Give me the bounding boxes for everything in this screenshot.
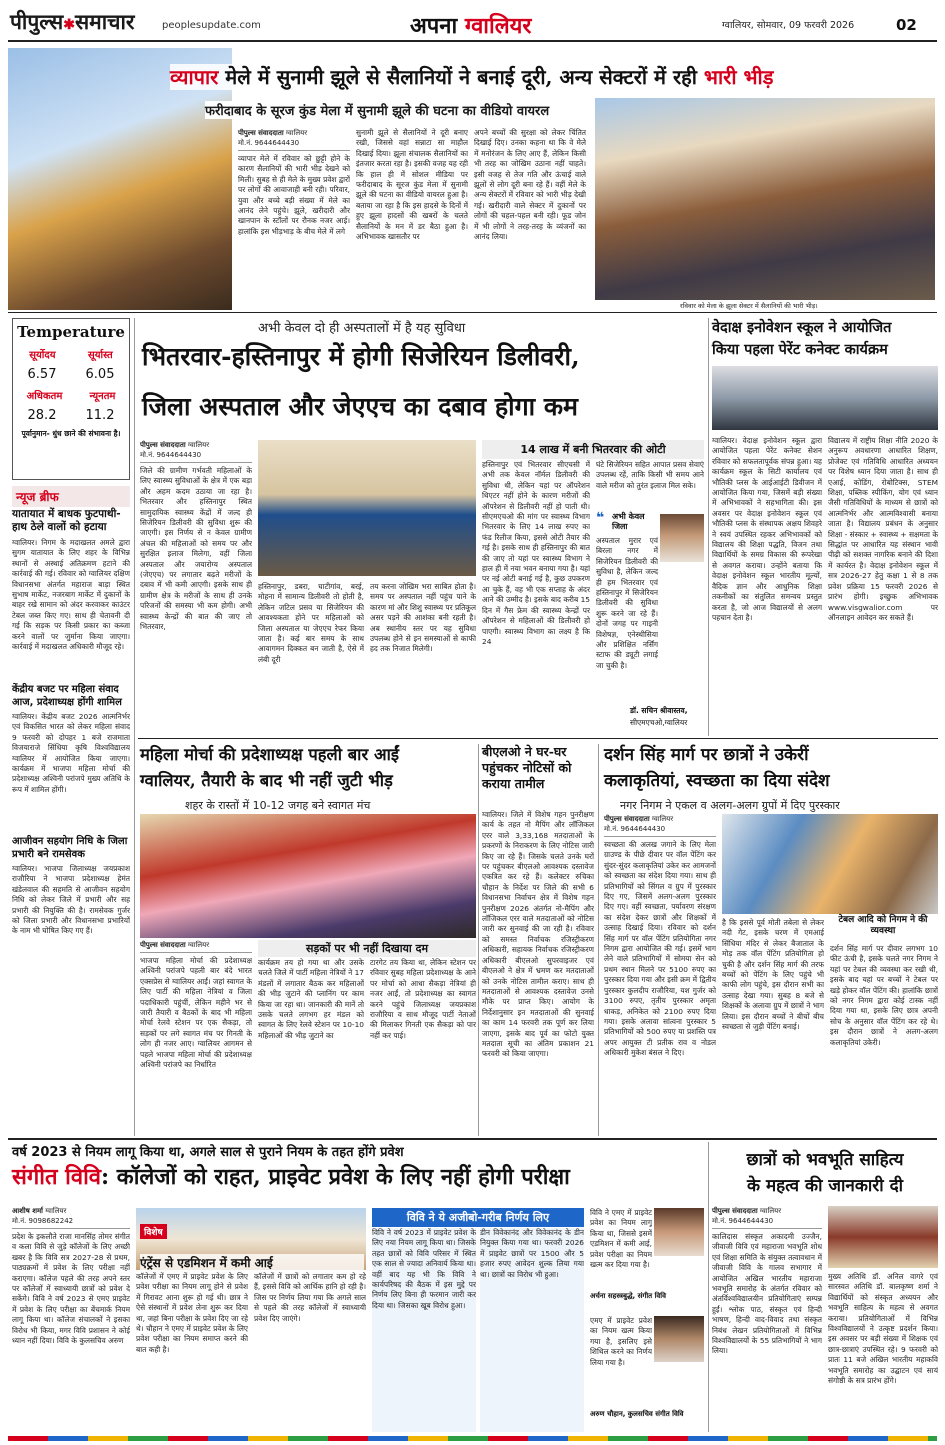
hospital-headline-1: भितरवार-हस्तिनापुर में होगी सिजेरियन डिलीवरी,	[142, 342, 580, 371]
mahila-subhead: शहर के रास्तों में 10-12 जगह बने स्वागत मंच	[185, 799, 371, 812]
hospital-photo	[258, 440, 476, 576]
masthead	[0, 0, 945, 44]
mahila-headline-2: ग्वालियर, तैयारी के बाद भी नहीं जुटी भीड़	[140, 771, 393, 790]
sangeet-promo-title: एंट्रेंस से एडमिशन में कमी आई	[140, 1254, 364, 1271]
darshan-byline: पीपुल्स संवाददाता ग्वालियर मो.नं. 9644644430	[604, 814, 716, 837]
sangeet-promo-tag: विशेष	[140, 1224, 167, 1239]
blo-body: ग्वालियर। जिले में विशेष गहन पुनरीक्षण कार्य के तहत नो मैपिंग और लॉजिकल एरर वाले 3,33,168 मतदाताओं के प्रकरणों के निराकरण के लिए नोटिस जारी किए जा रहे हैं। जिसके चलते उनके घरों पर पहुंचकर बीएलओ आवश्यक दस्तावेज एकत्रित कर रहे हैं। कलेक्टर रुचिका चौहान के निर्देश पर जिले की सभी 6 विधानसभा निर्वाचन क्षेत्र में विशेष गहन पुनरीक्षण 2026 अंतर्गत नो-मैपिंग और लॉजिकल एरर वाले मतदाताओं को नोटिस जारी कर सुनवाई की जा रही है। रविवार को समस्त निर्वाचक रजिस्ट्रीकरण अधिकारी, सहायक निर्वाचक रजिस्ट्रीकरण अधिकारी बीएलओ सुपरवाइजर एवं बीएलओ ने क्षेत्र में भ्रमण कर मतदाताओं को उनके नोटिस तामील कराए। साथ ही मतदाताओं से आवश्यक दस्तावेज उनसे मौके पर प्राप्त किए। आयोग के निर्देशानुसार इन मतदाताओं की सुनवाई का काम 14 फरवरी तक पूर्ण कर लिया जाएगा, इसके बाद पूर्व का फोटो युक्त मतदाता सूची का अंतिम प्रकाशन 21 फरवरी को किया जाएगा।	[482, 810, 594, 1059]
darshan-col2: है कि इससे पूर्व मोती तबेला से लेकर नदी गेट, इसके चरण में एमआई सिंधिया मंदिर से लेकर बैजाताल के मोड़ तक वॉल पेंटिंग प्रतियोगिता हो चुकी है और दर्शन सिंह मार्ग की तरफ बच्चों को पेंटिंग के लिए पहुंचे भी काफी लोग पहुंचे, इस दौरान सभी का उत्साह देखा गया। सुबह 8 बजे से शिक्षकों के अलावा ग्रुप में छात्रों ने भाग लिया। इस दौरान बच्चों ने बीचों बीच स्वच्छता से जुड़ी पेंटिंग बनाई।	[722, 918, 824, 1032]
school-photo	[712, 366, 938, 430]
mahila-photo	[140, 814, 476, 938]
brief-divider	[134, 318, 135, 1136]
ot-box-title: 14 लाख में बनी भितरवार की ओटी	[482, 440, 704, 459]
bhavbhuti-col2: मुख्य अतिथि डॉ. अनिल वागरे एवं सारस्वत अतिथि डॉ. बालकृष्ण शर्मा ने विद्यार्थियों को संस्कृत अध्ययन और भवभूति साहित्य के महत्व से अवगत कराया। प्रतियोगिताओं में विभिन्न विश्वविद्यालयों ने उत्कृष्ट प्रदर्शन किया। इस अवसर पर बड़ी संख्या में शिक्षक एवं छात्र-छात्राएं उपस्थित रहे। 9 फरवरी को प्रातः 11 बजे अखिल भारतीय महाकवि भवभूति समारोह का उद्घाटन एवं सायं संगोष्ठी के सत्र प्रारंभ होंगे।	[828, 1272, 938, 1386]
bhavbhuti-photo	[828, 1206, 938, 1268]
cmho-quote-kicker: अभी केवल जिला	[612, 512, 645, 531]
ot-box-col1: हस्तिनापुर एवं भितरवार सीएचसी में अभी तक केवल नॉर्मल डिलीवरी की सुविधा थी, लेकिन यहां पर ऑपरेशन थिएटर नहीं होने के कारण मरीजों की ऑपरेशन से डिलीवरी नहीं हो पाती थी। सीएमएचओ की मांग पर स्वास्थ्य विभाग भितरवार के लिए 14 लाख रुपए का फंड रिलीज किया, इससे ओटी तैयार की गई है। इसके साथ ही हस्तिनापुर की बात की जाए तो यहां पर स्वास्थ्य विभाग ने हाल ही में नया भवन बनाया गया है। यहां पर नई ओटी बनाई गई है, कुछ उपकरण आ चुके हैं, वह भी एक सप्ताह के अंदर आने की उम्मीद है। इसके बाद करीब 15 दिन में गैस फ्रेम की स्वास्थ्य केन्द्रों पर ऑपरेशन से महिलाओं की डिलीवरी हो पाएगी। स्वास्थ्य विभाग का लक्ष्य है कि 24	[482, 460, 590, 646]
weather-note: पूर्वानुमान- धुंध छाने की संभावना है।	[21, 429, 121, 438]
sangeet-box-title: विवि ने ये अजीबो-गरीब निर्णय लिए	[372, 1208, 584, 1227]
sangeet-col2: कॉलेजों में एमए में प्राइवेट प्रवेश के लिए प्रवेश परीक्षा का नियम लागू होने से प्रवेश में गिरावट आना शुरू हो गई थी। छात्र ने ऐसे संस्थानों में प्रवेश लेना शुरू कर दिया था, जहां बिना परीक्षा के प्रवेश दिए जा रहे थे। चौहान ने एमए में प्राइवेट प्रवेश के लिए प्रवेश परीक्षा का नियम समाप्त करने की बात कही है।	[136, 1272, 248, 1354]
sangeet-quote1-name: अर्चना सहस्त्रबुद्धे, संगीत विवि	[590, 1292, 666, 1300]
blo-divider	[478, 744, 479, 1136]
page-number: 02	[896, 16, 917, 34]
min-temp-label: न्यूनतम	[89, 391, 116, 402]
sangeet-col3: कॉलेजों में छात्रों को लगातार कम हो रहे हैं, इससे विवि को आर्थिक हानि हो रही है। जिस पर निर्णय लिया गया कि अगले साल से पहले की तरह कॉलेजों में स्वाध्यायी प्रवेश दिए जाएंगे।	[254, 1272, 366, 1323]
brief-title-2: केंद्रीय बजट पर महिला संवाद आज, प्रदेशाध्यक्ष होंगी शामिल	[12, 684, 122, 708]
lead-byline: पीपुल्स संवाददाता ग्वालियर मो.नं. 9644644430	[238, 128, 350, 151]
lead-photo-right	[595, 98, 935, 300]
hospital-divider	[708, 318, 709, 736]
cmho-name: डॉ. सचिन श्रीवास्तव,	[630, 706, 688, 715]
bhavbhuti-headline-2: के महत्व की जानकारी दी	[746, 1176, 904, 1196]
darshan-headline-1: दर्शन सिंह मार्ग पर छात्रों ने उकेरीं	[604, 745, 809, 765]
masthead-rule	[8, 40, 937, 42]
bhavbhuti-headline-1: छात्रों को भवभूति साहित्य	[746, 1150, 904, 1170]
sangeet-headline: संगीत विवि: कॉलेजों को राहत, प्राइवेट प्रवेश के लिए नहीं होगी परीक्षा	[12, 1164, 570, 1190]
school-headline-2: किया पहला पेरेंट कनेक्ट कार्यक्रम	[712, 341, 888, 358]
darshan-photo	[722, 814, 938, 914]
sangeet-box-col1: विवि ने वर्ष 2023 में प्राइवेट प्रवेश के लिए नया नियम लागू किया था। जिसके तहत छात्रों को विवि परिसर में स्थित एक साल से ज्यादा अनिवार्य किया था। वहीं बाद यह भी कि विवि ने कार्यपरिषद की बैठक में इस मुद्दे पर निर्णय लिए बिना ही फरमान जारी कर दिया था। जिसका खूब विरोध हुआ।	[372, 1228, 476, 1432]
darshan-subhead: नगर निगम ने एकल व अलग-अलग ग्रुपों में दिए पुरस्कार	[620, 799, 840, 812]
brief-title-1: यातायात में बाधक फुटपाथी-हाथ ठेले वालों को हटाया	[12, 508, 121, 533]
mahila-box-title: सड़कों पर भी नहीं दिखाया दम	[258, 940, 476, 957]
hospital-headline-2: जिला अस्पताल और जेएएच का दबाव होगा कम	[142, 392, 579, 421]
darshan-divider	[598, 744, 599, 1136]
hospital-kicker: अभी केवल दो ही अस्पतालों में है यह सुविधा	[258, 321, 466, 336]
weather-title: Temperature	[17, 323, 125, 341]
min-temp-value: 11.2	[85, 408, 115, 423]
brand-logo: पीपुल्स✱समाचार	[10, 9, 135, 34]
sangeet-quote2-portrait	[654, 1316, 704, 1362]
hospital-col3: तय करना जोखिम भरा साबित होता है। समय पर अस्पताल नहीं पहुंच पाने के कारण मां और शिशु स्वास्थ्य पर प्रतिकूल असर पड़ने की आशंका बनी रहती है। अब स्थानीय स्तर पर यह सुविधा उपलब्ध होने से इन समस्याओं से काफी हद तक निजात मिलेगी।	[370, 582, 476, 654]
brief-body-1: ग्वालियर। निगम के मदाखलत अमले द्वारा सुगम यातायात के लिए शहर के विभिन्न स्थानों से अस्थाई अतिक्रमण हटाने की कार्रवाई की गई। रविवार को ग्वालियर दक्षिण विधानसभा अंतर्गत महाराज बाड़ा स्थित सुभाष मार्केट, नजरबाग मार्केट में दुकानों के बाहर रखे सामान को अंदर करवाकर काउंटर टेबल जब्त किए गए। साथ ही चेतावनी दी गई कि सड़क पर किसी प्रकार का कब्जा करने वालों पर जुर्माना किया जाएगा। कार्रवाई में मदाखलत अधिकारी मौजूद रहे।	[12, 538, 130, 652]
cmho-quote-body: अस्पताल मुरार एवं बिरला नगर में सिजेरियन डिलीवरी की सुविधा है, लेकिन जल्द ही हम भितरवार एवं हस्तिनापुर में सिजेरियन डिलीवरी की सुविधा शुरू करने जा रहे हैं। दोनों जगह पर गाइनी विशेषज्ञ, एनेस्थीसिया और प्रशिक्षित नर्सिंग स्टाफ की ड्यूटी लगाई जा चुकी है।	[596, 536, 658, 670]
brief-title-3: आजीवन सहयोग निधि के जिला प्रभारी बने रामसेवक	[12, 836, 128, 860]
sunrise-label: सूर्योदय	[29, 350, 56, 361]
sangeet-box-col2: डीन विवेकानंद और विवेकानंद के डीन नियुक्त किया गया था। फरवरी 2026 में प्राइवेट छात्रों पर 1500 और 5 हजार रुपए आवेदन शुल्क लिया गया था। छात्रों का विरोध भी हुआ।	[480, 1228, 584, 1432]
lead-headline: व्यापार मेले में सुनामी झूले से सैलानियों ने बनाई दूरी, अन्य सेक्टरों में रही भारी भीड़	[170, 64, 930, 90]
brief-body-2: ग्वालियर। केंद्रीय बजट 2026 आत्मनिर्भर एवं विकसित भारत को लेकर महिला संवाद 9 फरवरी को दोपहर 1 बजे राजमाता विजयाराजे सिंधिया कृषि विश्वविद्यालय ग्वालियर में आयोजित किया जाएगा। कार्यक्रम में भाजपा महिला मोर्चा की प्रदेशाध्यक्ष अश्विनी परांजपे मुख्य अतिथि के रूप में शामिल होंगी।	[12, 712, 130, 794]
sangeet-quote2-body: एमए में प्राइवेट प्रवेश का नियम खत्म किया गया है, इसलिए इसे शिथिल करने का निर्णय लिया गया है।	[590, 1316, 652, 1367]
mahila-headline-1: महिला मोर्चा की प्रदेशाध्यक्ष पहली बार आईं	[140, 745, 399, 764]
sangeet-col1: प्रदेश के इकलौते राजा मानसिंह तोमर संगीत व कला विवि से जुड़े कॉलेजों के लिए अच्छी खबर है कि विवि सत्र 2027-28 से प्रथम, पाठ्यक्रमों में प्रवेश के लिए परीक्षा नहीं कराएगा। कॉलेज पहले की तरह अपने स्तर पर कॉलेजों में स्वाध्यायी छात्रों को प्रवेश दे सकेंगे। विवि ने वर्ष 2023 से एमए प्राइवेट में प्रवेश के लिए परीक्षा का बेंचमार्क नियम लागू किया था। कॉलेज संचालकों ने इसका विरोध भी किया, मगर विवि प्रशासन ने कोई ध्यान नहीं दिया। विवि के कुलसचिव अरुण	[12, 1232, 130, 1346]
blo-headline: बीएलओ ने घर-घर पहुंचकर नोटिसों को कराया तामील	[482, 744, 572, 791]
hospital-col1: जिले की ग्रामीण गर्भवती महिलाओं के लिए स्वास्थ्य सुविधाओं के क्षेत्र में एक बड़ा और अहम कदम उठाया जा रहा है। भितरवार और हस्तिनापुर स्थित सामुदायिक स्वास्थ्य केंद्रों में जल्द ही सिजेरियन डिलीवरी की सुविधा शुरू की जाएगी। इस निर्णय से न केवल ग्रामीण अंचल की महिलाओं को समय पर और सुरक्षित इलाज मिलेगा, वहीं जिला अस्पताल और जयारोग्य अस्पताल (जेएएच) पर लगातार बढ़ते मरीजों के दबाव में भी कमी आएगी। इसके साथ ही ग्रामीण क्षेत्र के मरीजों के साथ ही उनके परिजनों की समस्या भी कम होगी। अभी स्वास्थ्य केन्द्रों की बात की जाए तो भितरवार,	[140, 466, 252, 632]
cmho-post: सीएमएचओ,ग्वालियर	[630, 718, 688, 727]
sangeet-byline: आशीष शर्मा ग्वालियर मो.नं. 9098682242	[12, 1206, 130, 1229]
section-rule-2	[138, 738, 938, 739]
lead-photo-caption: रविवार को मेला के झूला सेक्टर में सैलानियों की भारी भीड़।	[680, 302, 818, 310]
lead-col2: सुनामी झूले से सैलानियों ने दूरी बनाए रखी, जिससे वहां सन्नाटा सा माहौल दिखाई दिया। झूला संचालक सैलानियों का इंतजार करता रहा है। इसकी वजह यह रही कि हाल ही में सोशल मीडिया पर फरीदाबाद के सूरज कुंड मेला में सुनामी झूले की घटना का वीडियो वायरल हुआ है। बताया जा रहा है कि इस हादसे के दिनों में हुए झूला हादसों की खबरों के चलते सैलानियों के मन में डर बैठा हुआ है। अभिभावक खासतौर पर	[356, 128, 468, 242]
sangeet-quote2-name: अरुण चौहान, कुलसचिव संगीत विवि	[590, 1410, 684, 1418]
weather-box	[12, 318, 130, 480]
max-temp-value: 28.2	[27, 408, 57, 423]
section-rule-3	[8, 1138, 937, 1140]
ot-box-col2: घंटे सिजेरियन सहित आपात प्रसव सेवाएं उपलब्ध रहें, ताकि किसी भी समय आने वाले मरीज को तुरंत इलाज मिल सके।	[596, 460, 704, 490]
brief-body-3: ग्वालियर। भाजपा जिलाध्यक्ष जयप्रकाश राजौरिया ने भाजपा प्रदेशाध्यक्ष हेमंत खंडेलवाल की सहमति से आजीवन सहयोग निधि को लेकर जिले में प्रभारी और सह प्रभारी की नियुक्ति की है। रामसेवक गुर्जर को जिला प्रभारी और विधानसभा प्रभारियों के नाम भी घोषित किए गए हैं।	[12, 864, 130, 936]
sunset-label: सूर्यास्त	[87, 350, 113, 361]
footer-bar	[8, 1436, 937, 1441]
sangeet-quote1-portrait	[654, 1208, 704, 1256]
mahila-col1: भाजपा महिला मोर्चा की प्रदेशाध्यक्ष अश्विनी परांजपे पहली बार बंदे भारत एक्सप्रेस से ग्वालियर आईं। जहां स्वागत के लिए पार्टी की महिला नेत्रियां व जिला पदाधिकारी पहुंचीं, लेकिन महीने भर से जारी तैयारी व बैठकों के बाद भी महिला मोर्चा रेलवे स्टेशन पर एक सैकड़ा, तो सड़कों पर लगे स्वागत मंच पर गिनती के लोग ही नजर आए। ग्वालियर आगमन से पहले भाजपा महिला मोर्चा की प्रदेशाध्यक्ष अश्विनी परांजपे का निर्धारित	[140, 956, 252, 1070]
cmho-portrait	[660, 514, 704, 562]
bhavbhuti-byline: पीपुल्स संवाददाता ग्वालियर मो.नं. 9644644430	[712, 1206, 822, 1229]
darshan-photo-caption: टेबल आदि को निगम ने की व्यवस्था	[838, 915, 928, 936]
dateline: ग्वालियर, सोमवार, 09 फरवरी 2026	[722, 20, 855, 31]
sunset-value: 6.05	[85, 367, 115, 382]
sunrise-value: 6.57	[27, 367, 57, 382]
school-col1: ग्वालियर। वेदाक्ष इनोवेशन स्कूल द्वारा आयोजित पहला पेरेंट कनेक्ट सेशन रविवार को सफलतापूर्वक संपन्न हुआ। यह कार्यक्रम स्कूल के सिटी कार्यालय एवं भौतिकी प्लस के आईआईटी डिवीजन में आयोजित किया गया, जिसमें बड़ी संख्या में अभिभावकों ने सहभागिता की। इस अवसर पर वेदाक्ष इनोवेशन स्कूल एवं भौतिकी प्लस के संस्थापक अक्षय शिवहरे ने स्वयं उपस्थित रहकर अभिभावकों को विद्यालय की शिक्षा पद्धति, विजन तथा विद्यार्थियों के समग्र विकास की रूपरेखा से अवगत कराया। उन्होंने बताया कि वेदाक्ष इनोवेशन स्कूल भारतीय मूल्यों, वैदिक ज्ञान और आधुनिक शिक्षा तकनीकों का संतुलित समन्वय प्रस्तुत करता है, जो आज विद्यालयों से अलग पहचान देता है।	[712, 436, 822, 622]
mahila-col3: टारगेट तय किया था, लेकिन स्टेशन पर रविवार सुबह महिला प्रदेशाध्यक्ष के आने पर मोर्चा को आधा सैकड़ा नेत्रियां ही नजर आईं, तो प्रदेशाध्यक्ष का स्वागत करने पहुंचे जिलाध्यक्ष जयप्रकाश राजौरिया व साथ मौजूद पार्टी नेताओं की मिलाकर गिनती एक सैकड़ा को पार नहीं कर पाई।	[370, 958, 476, 1040]
school-headline-1: वेदाक्ष इनोवेशन स्कूल ने आयोजित	[712, 319, 892, 336]
website-link[interactable]: peoplesupdate.com	[162, 20, 261, 31]
hospital-byline: पीपुल्स संवाददाता ग्वालियर मो.नं. 9644644430	[140, 440, 252, 463]
darshan-box-body: दर्शन सिंह मार्ग पर दीवार लगभग 10 फीट ऊंची है, इसके चलते नगर निगम ने यहां पर टेबल की व्यवस्था कर रखी थी, इसके बाद यहां पर बच्चों ने टेबल पर खड़े होकर वॉल पेंटिंग की। हालांकि छात्रों को नगर निगम द्वारा कोई टास्क नहीं दिया गया था, इसके लिए छात्र अपनी सोच के अनुसार वॉल पेंटिंग कर रहे थे। इस दौरान छात्रों ने अलग-अलग कलाकृतियां उकेरी।	[830, 944, 938, 1047]
lead-col3: अपने बच्चों की सुरक्षा को लेकर चिंतित दिखाई दिए। उनका कहना था कि वे मेले में मनोरंजन के लिए आए हैं, लेकिन किसी भी तरह का जोखिम उठाना नहीं चाहते। इसी वजह से तेज गति और ऊंचाई वाले झूलों से लोग दूरी बना रहे हैं। वहीं मेले के अन्य सेक्टरों में रविवार को भारी भीड़ देखी गई। खरीदारी वाले सेक्टर में दुकानों पर लोगों की चहल-पहल बनी रही। फूड जोन में भी लोगों ने तरह-तरह के व्यंजनों का आनंद लिया।	[474, 128, 586, 242]
sangeet-kicker: वर्ष 2023 से नियम लागू किया था, अगले साल से पुराने नियम के तहत होंगे प्रवेश	[12, 1145, 404, 1160]
news-brief-label: न्यूज ब्रीफ	[12, 486, 130, 507]
max-temp-label: अधिकतम	[26, 391, 63, 402]
darshan-col1: स्वच्छता की अलख जगाने के लिए मेला ग्राउण्ड के पीछे दीवार पर वॉल पेंटिंग कर सुंदर-सुंदर कलाकृतियां उकेर कर आमजनों को स्वच्छता का संदेश दिया गया। साथ ही प्रतिभागियों को सिंगल व ग्रुप में पुरस्कार दिए गए, जिसमें अलग-अलग पुरस्कार दिए गए। वहीं स्वच्छता, पर्यावरण संरक्षण का संदेश देकर छात्रों और शिक्षकों में उत्साह दिखाई दिया। रविवार को दर्शन सिंह मार्ग पर वॉल पेंटिंग प्रतियोगिता नगर निगम द्वारा आयोजित की गई। इसमें भाग लेने वाले प्रतिभागियों में सोमया सेन को प्रथम स्थान मिलने पर 5100 रुपए का पुरस्कार दिया गया और इसी क्रम में द्वितीय पुरस्कार कुलदीप राजौरिया, यश गुर्जर को 3100 रुपए, तृतीय पुरस्कार अमृता धाकड़, अनिकेत को 2100 रुपए दिया गया। इसके अलावा सांत्वना पुरस्कार 5 प्रतिभागियों को 500 रुपए या प्रशस्ति पत्र अपर आयुक्त टी प्रतीक राव व नोडल अधिकारी मुकेश बंसल ने दिए।	[604, 840, 716, 1058]
bhavbhuti-divider	[708, 1142, 709, 1432]
lead-subhead: फरीदाबाद के सूरज कुंड मेला में सुनामी झूले की घटना का वीडियो वायरल	[205, 101, 625, 119]
lead-col1: व्यापार मेले में रविवार को छुट्टी होने के कारण सैलानियों की भारी भीड़ देखने को मिली। सुबह से ही मेले के मुख्य प्रवेश द्वारों पर लोगों की आवाजाही बनी रही। परिवार, युवा और बच्चे बड़ी संख्या में मेले का आनंद लेने पहुंचे। झूले, खरीदारी और खानपान के स्टॉलों पर रौनक नजर आई। हालांकि इस भीड़भाड़ के बीच मेले में लगे	[238, 154, 350, 236]
school-col2: विद्यालय में राष्ट्रीय शिक्षा नीति 2020 के अनुरूप अवधारणा आधारित शिक्षण, प्रोजेक्ट एवं गतिविधि आधारित अध्ययन पर विशेष ध्यान दिया जाता है। साथ ही एआई, कोडिंग, रोबोटिक्स, STEM शिक्षा, पब्लिक स्पीकिंग, योग एवं ध्यान जैसी गतिविधियों के माध्यम से छात्रों को आत्मनिर्भर और आत्मविश्वासी बनाया जाता है। विद्यालय प्रबंधन के अनुसार शिक्षा - संस्कार + स्वास्थ्य + सक्षमता के सिद्धांत पर आधारित यह संस्थान भावी पीढ़ी को सशक्त नागरिक बनाने की दिशा में कार्यरत है। वेदाक्ष इनोवेशन स्कूल में सत्र 2026-27 हेतु कक्षा 1 से 8 तक प्रवेश प्रक्रिया 15 फरवरी 2026 से प्रारंभ होगी। इच्छुक अभिभावक www.visgwalior.com पर ऑनलाइन आवेदन कर सकते हैं।	[828, 436, 938, 622]
hospital-col2: हस्तिनापुर, डबरा, घाटीगांव, बरई, मोहना में सामान्य डिलीवरी तो होती है, लेकिन जटिल प्रसव या सिजेरियन की आवश्यकता होने पर महिलाओं को जिला अस्पताल या जेएएच रेफर किया जाता है। कई बार समय के साथ आवागमन दिक्कत बन जाती है, ऐसे में लंबी दूरी	[258, 582, 364, 664]
quote-icon: ❝	[596, 510, 605, 526]
section-title: अपना ग्वालियर	[410, 13, 532, 39]
mahila-col2: कार्यक्रम तय हो गया था और उसके चलते जिले में पार्टी महिला नेत्रियों ने 17 मंडलों में लगातार बैठक कर महिलाओं की भीड़ जुटाने की प्लानिंग पर काम किया जा रहा था। जानकारी की मानें तो उसके चलते लगभग हर मंडल को स्वागत के लिए रेलवे स्टेशन पर 10-10 महिलाओं की भीड़ जुटाने का	[258, 958, 364, 1040]
section-rule-1	[8, 312, 937, 313]
darshan-headline-2: कलाकृतियां, स्वच्छता का दिया संदेश	[604, 771, 830, 791]
bhavbhuti-col1: कालिदास संस्कृत अकादमी उज्जैन, जीवाजी विवि एवं महाराजा भवभूति शोध एवं शिक्षा समिति के संयुक्त तत्वावधान में जीवाजी विवि के गालव सभागार में आयोजित अखिल भारतीय महाराजा भवभूति समारोह के अंतर्गत रविवार को अंतर्विश्वविद्यालयीन प्रतियोगिताएं सम्पन्न हुईं। श्लोक पाठ, संस्कृत एवं हिन्दी भाषण, हिन्दी वाद-विवाद तथा संस्कृत निबंध लेखन प्रतियोगिताओं में विभिन्न विश्वविद्यालयों के 55 प्रतिभागियों ने भाग लिया।	[712, 1232, 822, 1356]
sangeet-quote1-body: विवि ने एमए में प्राइवेट प्रवेश का नियम लागू किया था, जिससे इसमें एडमिशन में कमी आई, प्रवेश परीक्षा का नियम खत्म कर दिया गया है।	[590, 1208, 652, 1270]
mahila-byline: पीपुल्स संवाददाता ग्वालियर	[140, 940, 252, 953]
